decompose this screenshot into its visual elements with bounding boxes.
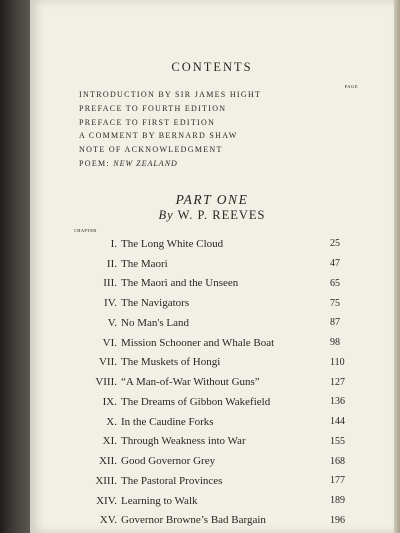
- front-matter-item: PREFACE TO FIRST EDITION: [79, 117, 216, 127]
- chapter-number: V.: [107, 316, 117, 329]
- chapter-number: XIII.: [95, 474, 117, 487]
- chapter-page: 196: [330, 514, 345, 526]
- chapter-title: Good Governor Grey: [121, 455, 216, 468]
- chapter-title: Through Weakness into War: [121, 435, 246, 448]
- chapter-number: XI.: [102, 435, 117, 448]
- chapter-page: 87: [330, 317, 340, 329]
- chapter-number: XII.: [98, 455, 117, 468]
- byline-author: W. P. REEVES: [177, 208, 266, 222]
- page-column-header: PAGE: [344, 84, 358, 89]
- chapter-number: I.: [110, 237, 117, 250]
- chapter-title: Governor Browne’s Bad Bargain: [121, 514, 266, 527]
- chapter-page: 127: [330, 376, 345, 388]
- chapter-row: [60, 274, 360, 294]
- chapter-number: VI.: [102, 336, 117, 349]
- chapter-page: 177: [330, 475, 345, 487]
- page-edges: [394, 0, 400, 533]
- chapter-row: [60, 491, 360, 511]
- chapter-page: 98: [330, 337, 340, 349]
- chapter-row: [60, 432, 360, 452]
- chapter-row: [60, 254, 360, 274]
- chapter-column-header: CHAPTER: [74, 228, 97, 233]
- chapter-row: [60, 333, 360, 353]
- front-matter-item: NOTE OF ACKNOWLEDGMENT: [79, 145, 223, 155]
- chapter-title: No Man's Land: [121, 316, 189, 329]
- chapter-number: III.: [103, 277, 117, 290]
- chapter-number: II.: [106, 257, 117, 270]
- book-spine-shadow: [0, 0, 30, 533]
- part-heading: PART ONE: [175, 192, 249, 207]
- chapter-page: 155: [330, 435, 345, 447]
- author-byline: [30, 208, 394, 223]
- chapter-row: [60, 372, 360, 392]
- chapter-title: “A Man-of-War Without Guns”: [121, 376, 260, 389]
- chapter-page: 47: [330, 258, 340, 270]
- book-page: [30, 0, 394, 533]
- chapter-title: The Maori: [121, 257, 168, 270]
- chapter-title: Mission Schooner and Whale Boat: [121, 336, 275, 349]
- chapter-page: 65: [330, 277, 340, 289]
- chapter-number: VIII.: [95, 376, 117, 389]
- chapter-page: 189: [330, 495, 345, 507]
- chapter-title: In the Caudine Forks: [121, 415, 214, 428]
- chapter-title: Learning to Walk: [121, 494, 198, 507]
- chapter-number: VII.: [98, 356, 117, 369]
- chapter-number: X.: [106, 415, 117, 428]
- front-matter-list: [79, 88, 261, 171]
- chapter-page: 75: [330, 297, 340, 309]
- chapter-row: [60, 293, 360, 313]
- chapter-row: [60, 392, 360, 412]
- front-matter-item: INTRODUCTION BY SIR JAMES HIGHT: [79, 90, 262, 99]
- chapter-row: [60, 234, 360, 254]
- chapter-row: [60, 412, 360, 432]
- chapter-page: 25: [330, 238, 340, 250]
- chapter-title: The Maori and the Unseen: [121, 277, 239, 290]
- chapter-row: [60, 511, 360, 531]
- byline-by: By: [158, 208, 174, 222]
- front-matter-item: A COMMENT BY BERNARD SHAW: [79, 131, 238, 141]
- chapter-number: XV.: [99, 514, 117, 527]
- chapter-number: IX.: [102, 395, 117, 408]
- front-matter-item: PREFACE TO FOURTH EDITION: [79, 103, 227, 113]
- chapter-number: XIV.: [96, 494, 117, 507]
- chapter-row: [60, 353, 360, 373]
- chapter-title: The Pastoral Provinces: [121, 474, 223, 487]
- chapter-title: The Muskets of Hongi: [121, 356, 221, 369]
- page-title: CONTENTS: [171, 60, 253, 74]
- chapter-page: 136: [330, 396, 345, 408]
- chapter-title: The Dreams of Gibbon Wakefield: [121, 395, 271, 408]
- chapter-number: IV.: [104, 297, 117, 310]
- chapter-page: 144: [330, 416, 345, 428]
- front-matter-item: POEM: NEW ZEALAND: [79, 158, 178, 168]
- chapter-row: [60, 451, 360, 471]
- chapter-row: [60, 313, 360, 333]
- chapter-list: [60, 234, 360, 530]
- chapter-page: 110: [330, 356, 345, 368]
- chapter-page: 168: [330, 455, 345, 467]
- chapter-row: [60, 471, 360, 491]
- chapter-title: The Navigators: [121, 297, 190, 310]
- chapter-title: The Long White Cloud: [121, 237, 224, 250]
